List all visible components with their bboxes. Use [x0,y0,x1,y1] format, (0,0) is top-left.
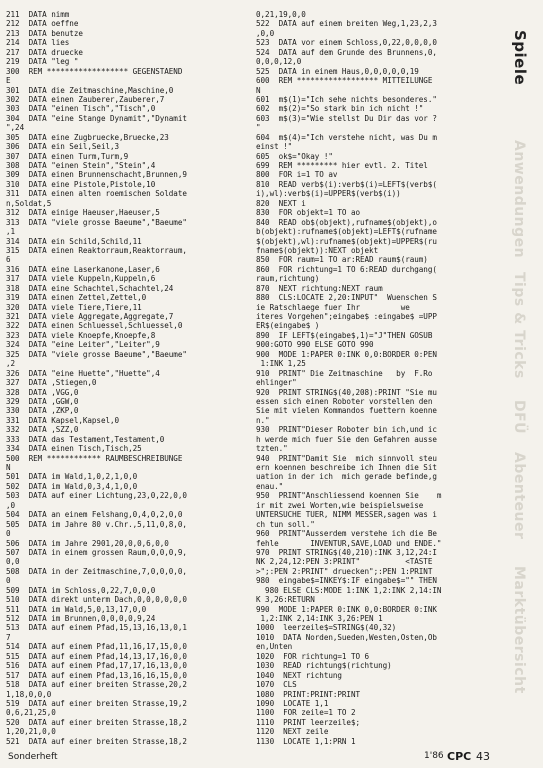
code-line: 0 [6,529,11,539]
code-line: $(objekt),wl):rufname$(objekt)=UPPER$(ru [256,236,437,246]
code-line: ,0,0 [256,28,275,38]
code-line: UNTERSUCHE TUER, NIMM MESSER,sagen was i [256,510,437,520]
code-line: 507 DATA in einem grossen Raum,0,0,0,9, [6,547,187,557]
code-line: 305 DATA eine Zugbruecke,Bruecke,23 [6,132,169,142]
code-line: 1030 READ richtung$(richtung) [256,661,392,671]
code-line: " [256,123,261,133]
code-line: uation in der ich mich gerade befinde,g [256,472,437,482]
code-line: essen sich einen Roboter vorstellen den [256,396,433,406]
code-line: 1010 DATA Norden,Sueden,Westen,Osten,Ob [256,632,437,642]
code-line: 980 ELSE CLS:MODE 1:INK 1,2:INK 2,14:IN [256,585,442,595]
code-line: 219 DATA "leg " [6,57,79,67]
code-line: 699 REM ********* hier evtl. 2. Titel [256,161,428,170]
code-line: 513 DATA auf einem Pfad,15,13,16,13,0,1 [6,623,187,633]
code-line: 303 DATA "einen Tisch","Tisch",0 [6,104,156,114]
code-line: b(objekt):rufname$(objekt)=LEFT$(rufname [256,227,437,237]
code-line: 1080 PRINT:PRINT:PRINT [256,689,361,699]
code-line: 327 DATA ,Stiegen,0 [6,378,97,388]
code-line: N [6,463,11,472]
code-line: fname$(objekt)):NEXT objekt [256,245,379,255]
code-line: 602 m$(2)="So stark bin ich nicht !" [256,104,424,114]
code-line: 970 PRINT STRING$(40,210):INK 3,12,24:I [256,547,437,557]
code-line: n." [256,415,270,425]
code-line: h werde mich fuer Sie den Gefahren ausse [256,434,437,444]
section-tab-abenteuer: Abenteuer [511,452,527,540]
code-line: 840 READ ob$(objekt),rufname$(objekt),o [256,217,437,227]
code-line: enau." [256,481,284,491]
code-line: 1120 NEXT zeile [256,727,329,737]
code-line: 940 PRINT"Damit Sie mich sinnvoll steu [256,453,437,463]
code-line: ch tun soll." [256,519,315,529]
code-line: 1020 FOR richtung=1 TO 6 [256,651,370,661]
code-line: 300 REM ****************** GEGENSTAEND [6,66,183,76]
code-line: 314 DATA ein Schild,Schild,11 [6,236,142,246]
code-line: 317 DATA viele Kuppeln,Kuppeln,6 [6,274,156,284]
code-line: ,1 [6,227,16,237]
code-line: 514 DATA auf einem Pfad,11,16,17,15,0,0 [6,642,187,652]
code-line: 830 FOR objekt=1 TO ao [256,208,361,218]
code-line: 502 DATA im Wald,0,3,4,1,0,0 [6,481,138,491]
code-line: 319 DATA einen Zettel,Zettel,0 [6,293,147,303]
code-line: 1:INK 1,25 [256,359,306,369]
code-line: 217 DATA druecke [6,47,83,57]
code-line: 600 REM ****************** MITTEILUNGE [256,76,433,86]
code-line: 521 DATA auf einer breiten Strasse,18,2 [6,736,187,746]
section-tab-marktuebersicht: Marktübersicht [511,566,527,694]
page-footer [0,744,543,768]
code-line: 318 DATA eine Schachtel,Schachtel,24 [6,283,174,293]
code-line: 518 DATA auf einer breiten Strasse,20,2 [6,680,187,690]
code-line: 310 DATA eine Pistole,Pistole,10 [6,179,156,189]
code-line: 524 DATA auf dem Grunde des Brunnens,0, [256,47,437,57]
code-line: 860 FOR richtung=1 TO 6:READ durchgang( [256,264,437,274]
listing-column-left [6,10,254,746]
code-line: i),wl):verb$(i)=UPPER$(verb$(i)) [256,189,401,199]
code-line: 308 DATA "einen Stein","Stein",4 [6,161,156,170]
code-line: 920 PRINT STRING$(40,208):PRINT "Sie mu [256,387,437,397]
code-line: 980 eingabe$=INKEY$:IF eingabe$="" THEN [256,576,437,586]
code-line: K 3,26:RETURN [256,595,315,605]
code-line: 523 DATA vor einem Schloss,0,22,0,0,0,0 [256,38,437,48]
code-line: 1110 PRINT leerzeile$; [256,717,361,727]
code-line: 316 DATA eine Laserkanone,Laser,6 [6,264,160,274]
code-line: 1100 FOR zeile=1 TO 2 [256,708,356,718]
code-line: 0,0,0,12,0 [256,57,302,67]
code-line: 930 PRINT"Dieser Roboter bin ich,und ic [256,425,437,435]
code-line: 519 DATA auf einer breiten Strasse,19,2 [6,698,187,708]
code-line: 508 DATA in der Zeitmaschine,7,0,0,0,0, [6,566,187,576]
code-line: 328 DATA ,VGG,0 [6,387,79,397]
code-line: 520 DATA auf einer breiten Strasse,18,2 [6,717,187,727]
code-line: 331 DATA Kapsel,Kapsel,0 [6,415,120,425]
code-line: 910 PRINT" Die Zeitmaschine by F.Ro [256,368,433,378]
code-line: 880 CLS:LOCATE 2,20:INPUT" Wuenschen S [256,293,437,303]
code-line: 332 DATA ,SZZ,0 [6,425,79,435]
code-line: tzten." [256,444,288,454]
code-line: >";:PEN 2:PRINT" druecken";:PEN 1:PRINT [256,566,433,576]
code-line: 960 PRINT"Ausserdem verstehe ich die Be [256,529,437,539]
footer-magazine: CPC [447,750,472,763]
code-line: raum,richtung) [256,274,320,284]
code-line: 1070 CLS [256,680,297,690]
code-line: 1090 LOCATE 1,1 [256,698,329,708]
code-line: 330 DATA ,ZKP,0 [6,406,79,416]
code-line: ehlinger" [256,378,297,388]
code-line: 0,6,21,25,0 [6,708,56,718]
code-line: 321 DATA viele Aggregate,Aggregate,7 [6,312,174,321]
listing-column-right [256,10,504,746]
code-line: 1040 NEXT richtung [256,670,342,680]
code-line: ,0 [6,500,16,510]
code-line: iteres Vorgehen";eingabe$ :eingabe$ =UPP [256,312,437,321]
code-line: 604 m$(4)="Ich verstehe nicht, was Du m [256,132,437,142]
code-line: 324 DATA "eine Leiter","Leiter",9 [6,340,160,350]
code-line: 512 DATA im Brunnen,0,0,0,0,9,24 [6,614,156,623]
code-line: 850 FOR raum=1 TO ar:READ raum$(raum) [256,255,428,265]
code-line: 304 DATA "eine Stange Dynamit","Dynamit [6,113,187,123]
code-line: 1,2:INK 2,14:INK 3,26:PEN 1 [256,614,383,623]
code-line: 0 [6,576,11,586]
code-line: 323 DATA viele Knoepfe,Knoepfe,8 [6,330,156,340]
code-line: einst !" [256,142,293,152]
section-sidebar [507,0,543,768]
code-line: 517 DATA auf einem Pfad,13,16,16,15,0,0 [6,670,187,680]
code-line: E [6,76,11,86]
code-line: ern koennen beschreibe ich Ihnen die Sit [256,463,437,472]
footer-edition: Sonderheft [8,752,58,762]
code-line: 511 DATA im Wald,5,0,13,17,0,0 [6,604,147,614]
code-line: 509 DATA im Schloss,0,22,7,0,0,0 [6,585,156,595]
section-tab-spiele: Spiele [511,30,529,86]
section-tab-tips-tricks: Tips & Tricks [511,272,527,379]
code-line: 307 DATA einen Turm,Turm,9 [6,151,129,161]
code-line: 950 PRINT"Anschliessend koennen Sie m [256,491,442,501]
code-line: 900 MODE 1:PAPER 0:INK 0,0:BORDER 0:PEN [256,349,437,359]
code-line: 301 DATA die Zeitmaschine,Maschine,0 [6,85,174,95]
code-line: 212 DATA oeffne [6,19,79,29]
code-line: ir mit zwei Worten,wie beispielsweise [256,500,424,510]
code-line: 870 NEXT richtung:NEXT raum [256,283,383,293]
code-line: 309 DATA einen Brunnenschacht,Brunnen,9 [6,170,187,180]
code-line: ",24 [6,123,25,133]
code-line: 820 NEXT i [256,198,306,208]
code-line: 7 [6,632,11,642]
code-line: NK 2,24,12:PEN 3:PRINT" <TASTE [256,557,433,567]
code-line: 525 DATA in einem Haus,0,0,0,0,0,19 [256,66,419,76]
code-line: ,2 [6,359,16,369]
footer-issue: 1'86 [424,751,444,761]
code-line: 322 DATA einen Schluessel,Schluessel,0 [6,321,183,331]
code-line: 334 DATA einen Tisch,Tisch,25 [6,444,142,454]
code-line: 325 DATA "viele grosse Baeume","Baeume" [6,349,187,359]
code-line: 211 DATA nimm [6,10,70,19]
code-line: 990 MODE 1:PAPER 0:INK 0,0:BORDER 0:INK [256,604,437,614]
code-line: 603 m$(3)="Wie stellst Du Dir das vor ? [256,113,437,123]
code-line: 1,18,0,0,0 [6,689,52,699]
section-tab-anwendungen: Anwendungen [511,140,527,259]
code-line: en,Unten [256,642,293,652]
code-line: 320 DATA viele Tiere,Tiere,11 [6,302,142,312]
code-line: 510 DATA direkt unterm Dach,0,0,0,0,0,0 [6,595,187,605]
code-line: 0,0 [6,557,20,567]
code-line: fehle INVENTUR,SAVE,LOAD und ENDE." [256,538,442,548]
code-line: 810 READ verb$(i):verb$(i)=LEFT$(verb$( [256,179,437,189]
code-line: 516 DATA auf einem Pfad,17,17,16,13,0,0 [6,661,187,671]
code-line: n,Soldat,5 [6,198,52,208]
code-line: 326 DATA "eine Huette","Huette",4 [6,368,160,378]
code-line: ie Ratschlaege fuer Ihr we [256,302,410,312]
code-line: ER$(eingabe$ ) [256,321,320,331]
code-line: 500 REM ************ RAUMBESCHREIBUNGE [6,453,183,463]
code-line: 315 DATA einen Reaktorraum,Reaktorraum, [6,245,187,255]
code-line: 1000 leerzeile$=STRING$(40,32) [256,623,397,633]
code-line: 900:GOTO 990 ELSE GOTO 990 [256,340,374,350]
section-tab-dfue: DFÜ [511,400,527,435]
code-line: 890 IF LEFT$(eingabe$,1)="J"THEN GOSUB [256,330,433,340]
code-line: 213 DATA benutze [6,28,83,38]
code-line: 313 DATA "viele grosse Baeume","Baeume" [6,217,187,227]
code-line: 503 DATA auf einer Lichtung,23,0,22,0,0 [6,491,187,501]
footer-page-number: 43 [476,750,490,763]
code-line: 515 DATA auf einem Pfad,14,13,17,16,0,0 [6,651,187,661]
code-line: 311 DATA einen alten roemischen Soldate [6,189,187,199]
code-line: 306 DATA ein Seil,Seil,3 [6,142,120,152]
code-line: 501 DATA im Wald,1,0,2,1,0,0 [6,472,138,482]
code-line: 505 DATA im Jahre 80 v.Chr.,5,11,0,8,0, [6,519,187,529]
code-line: 1130 LOCATE 1,1:PRN 1 [256,736,356,746]
code-line: 312 DATA einige Haeuser,Haeuser,5 [6,208,160,218]
code-line: 214 DATA lies [6,38,70,48]
code-line: N [256,85,261,95]
code-line: 800 FOR i=1 TO av [256,170,338,180]
code-line: 6 [6,255,11,265]
code-line: 329 DATA ,GGW,0 [6,396,79,406]
code-line: Sie mit vielen Kommandos fuettern koenne [256,406,437,416]
code-line: 0,21,19,0,0 [256,10,306,19]
code-line: 504 DATA an einem Felshang,0,4,0,2,0,0 [6,510,183,520]
code-line: 1,20,21,0,0 [6,727,56,737]
code-line: 506 DATA im Jahre 2901,20,0,0,6,0,0 [6,538,169,548]
code-line: 522 DATA auf einem breiten Weg,1,23,2,3 [256,19,437,29]
code-line: 302 DATA einen Zauberer,Zauberer,7 [6,94,165,104]
code-line: 333 DATA das Testament,Testament,0 [6,434,165,444]
code-line: 605 ok$="Okay !" [256,151,333,161]
code-line: 601 m$(1)="Ich sehe nichts besonderes." [256,94,437,104]
